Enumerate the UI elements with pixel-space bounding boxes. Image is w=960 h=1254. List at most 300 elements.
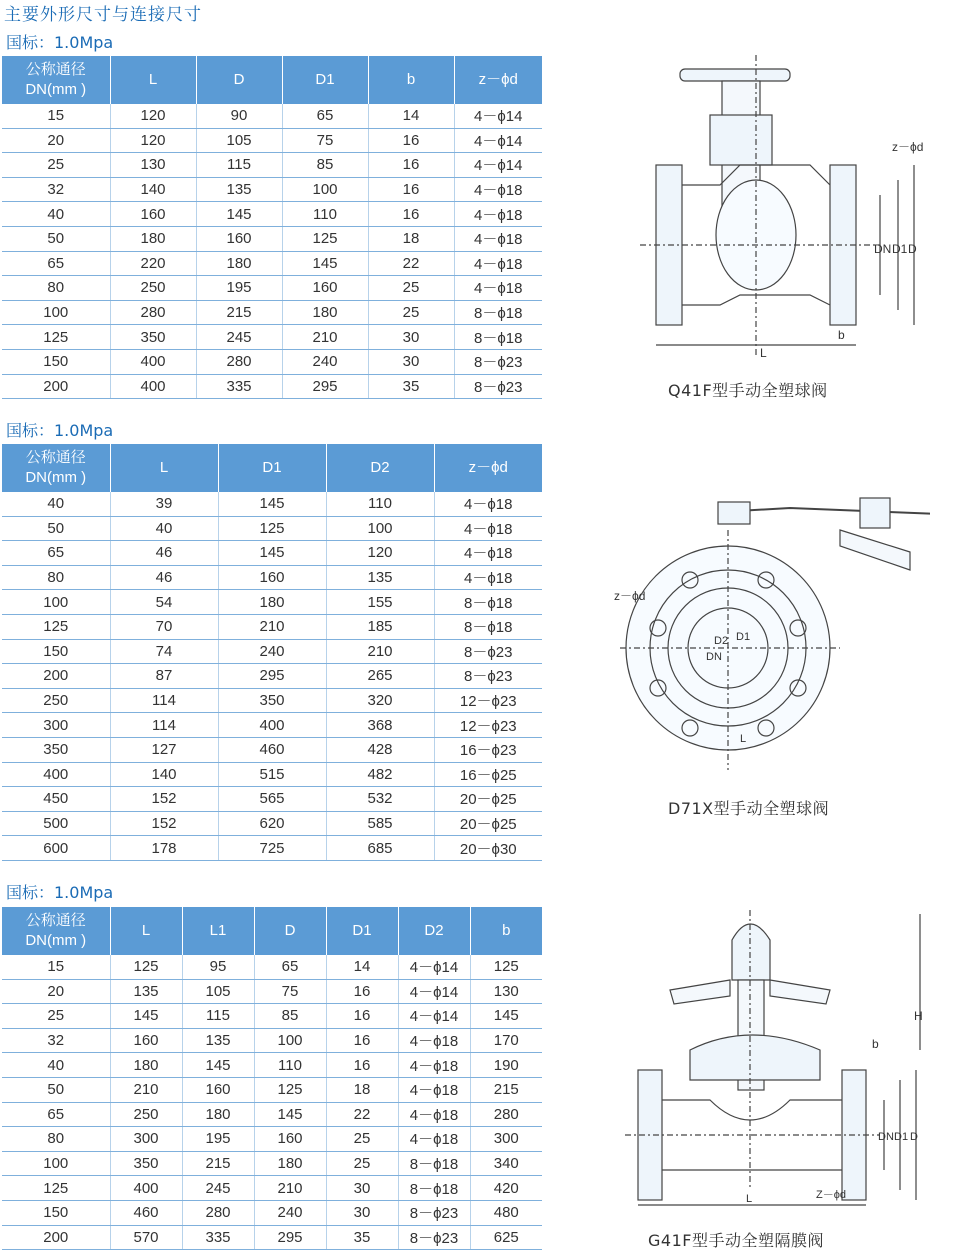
table-cell: 65: [2, 541, 110, 566]
table-row: [2, 516, 542, 541]
table-cell: 532: [326, 787, 434, 812]
table-cell: 190: [470, 1053, 542, 1078]
table-cell: 280: [470, 1102, 542, 1127]
drawing-label: z－ϕd: [614, 589, 646, 603]
table-row: [2, 811, 542, 836]
table-cell: 4－ϕ14: [454, 153, 542, 178]
table-cell: 16－ϕ25: [434, 762, 542, 787]
table-cell: 460: [110, 1200, 182, 1225]
table-cell: 340: [470, 1151, 542, 1176]
ball-valve-dimension-table: [2, 56, 542, 399]
table-cell: 120: [326, 541, 434, 566]
table-cell: 114: [110, 688, 218, 713]
drawing-label: D1: [894, 1131, 909, 1143]
table-cell: 145: [218, 541, 326, 566]
table-cell: 600: [2, 836, 110, 861]
drawing-label: L: [760, 346, 767, 360]
table-cell: 245: [182, 1176, 254, 1201]
table-cell: 450: [2, 787, 110, 812]
drawing-label: b: [838, 328, 845, 342]
table-cell: 125: [254, 1077, 326, 1102]
page-title: 主要外形尺寸与连接尺寸: [4, 5, 202, 25]
table-cell: 8－ϕ23: [454, 349, 542, 374]
table-cell: 250: [110, 1102, 182, 1127]
table-cell: 200: [2, 374, 110, 399]
column-header: D: [254, 907, 326, 955]
table-cell: 178: [110, 836, 218, 861]
table-cell: 480: [470, 1200, 542, 1225]
table-cell: 420: [470, 1176, 542, 1201]
table-cell: 4－ϕ18: [434, 541, 542, 566]
drawing-label: DN: [706, 651, 722, 663]
table-cell: 16: [326, 979, 398, 1004]
table-cell: 15: [2, 955, 110, 979]
table-cell: 80: [2, 565, 110, 590]
table-row: [2, 1053, 542, 1078]
butterfly-valve-dimension-table: [2, 444, 542, 861]
table-cell: 50: [2, 226, 110, 251]
drawing-label: Z－ϕd: [816, 1189, 846, 1201]
table-cell: 32: [2, 177, 110, 202]
table-cell: 180: [182, 1102, 254, 1127]
table-cell: 114: [110, 713, 218, 738]
table-cell: 150: [2, 349, 110, 374]
table-cell: 145: [470, 1004, 542, 1029]
table-cell: 25: [2, 1004, 110, 1029]
table-row: [2, 325, 542, 350]
table-cell: 25: [368, 300, 454, 325]
table-cell: 65: [2, 251, 110, 276]
table-cell: 180: [196, 251, 282, 276]
table-cell: 4－ϕ14: [398, 1004, 470, 1029]
table-cell: 500: [2, 811, 110, 836]
table-cell: 4－ϕ18: [454, 276, 542, 301]
table-cell: 400: [110, 374, 196, 399]
table-cell: 65: [282, 104, 368, 128]
table-cell: 110: [254, 1053, 326, 1078]
table-cell: 210: [218, 614, 326, 639]
diaphragm-valve-caption: G41F型手动全塑隔膜阀: [648, 1231, 824, 1250]
table-cell: 65: [2, 1102, 110, 1127]
table-cell: 8－ϕ23: [434, 639, 542, 664]
table-cell: 140: [110, 762, 218, 787]
table-cell: 16: [326, 1004, 398, 1029]
table-cell: 195: [182, 1127, 254, 1152]
table-cell: 295: [254, 1225, 326, 1250]
table-cell: 22: [368, 251, 454, 276]
table-row: [2, 177, 542, 202]
table-cell: 4－ϕ18: [398, 1077, 470, 1102]
table-header-row: [2, 907, 542, 955]
table-cell: 4－ϕ14: [454, 128, 542, 153]
table-cell: 125: [470, 955, 542, 979]
table-cell: 4－ϕ18: [454, 202, 542, 227]
table-row: [2, 737, 542, 762]
table-cell: 15: [2, 104, 110, 128]
table-cell: 8－ϕ23: [398, 1225, 470, 1250]
table-cell: 110: [326, 492, 434, 516]
table-cell: 215: [196, 300, 282, 325]
table-cell: 4－ϕ18: [454, 251, 542, 276]
diaphragm-valve-dimension-table: [2, 907, 542, 1250]
table-row: [2, 590, 542, 615]
table-cell: 16－ϕ23: [434, 737, 542, 762]
table-cell: 350: [110, 325, 196, 350]
table-cell: 75: [282, 128, 368, 153]
table-cell: 150: [2, 639, 110, 664]
table-cell: 130: [470, 979, 542, 1004]
table-cell: 35: [326, 1225, 398, 1250]
table-cell: 725: [218, 836, 326, 861]
table-cell: 195: [196, 276, 282, 301]
table-row: [2, 713, 542, 738]
table-cell: 8－ϕ18: [434, 590, 542, 615]
table-row: [2, 300, 542, 325]
table-cell: 320: [326, 688, 434, 713]
table-cell: 160: [110, 1028, 182, 1053]
table-row: [2, 1200, 542, 1225]
table-cell: 210: [282, 325, 368, 350]
table-cell: 250: [2, 688, 110, 713]
ball-valve-drawing: [630, 55, 930, 365]
table-row: [2, 1151, 542, 1176]
table-cell: 295: [218, 664, 326, 689]
drawing-label: DN: [878, 1131, 894, 1143]
table-row: [2, 349, 542, 374]
table-cell: 215: [182, 1151, 254, 1176]
table-cell: 482: [326, 762, 434, 787]
table-cell: 35: [368, 374, 454, 399]
table-cell: 22: [326, 1102, 398, 1127]
table-cell: 105: [196, 128, 282, 153]
table-cell: 127: [110, 737, 218, 762]
table-cell: 30: [326, 1176, 398, 1201]
table-cell: 135: [182, 1028, 254, 1053]
table-cell: 100: [2, 1151, 110, 1176]
table-cell: 135: [110, 979, 182, 1004]
drawing-label: L: [740, 733, 747, 745]
table-cell: 4－ϕ14: [454, 104, 542, 128]
table-cell: 16: [368, 202, 454, 227]
table-cell: 625: [470, 1225, 542, 1250]
table-row: [2, 1028, 542, 1053]
table-cell: 280: [182, 1200, 254, 1225]
table-cell: 20－ϕ25: [434, 811, 542, 836]
table-cell: 75: [254, 979, 326, 1004]
table-cell: 4－ϕ18: [398, 1028, 470, 1053]
table-cell: 115: [196, 153, 282, 178]
table-cell: 160: [196, 226, 282, 251]
table-cell: 300: [110, 1127, 182, 1152]
table-cell: 280: [110, 300, 196, 325]
table-cell: 200: [2, 664, 110, 689]
table-cell: 54: [110, 590, 218, 615]
column-header: D2: [398, 907, 470, 955]
table-cell: 145: [196, 202, 282, 227]
table-cell: 350: [2, 737, 110, 762]
table-row: [2, 664, 542, 689]
table-cell: 145: [254, 1102, 326, 1127]
column-header: D: [196, 56, 282, 104]
column-header: b: [368, 56, 454, 104]
table-cell: 368: [326, 713, 434, 738]
table-row: [2, 565, 542, 590]
table-cell: 170: [470, 1028, 542, 1053]
drawing-label: D: [910, 1131, 918, 1143]
table-cell: 8－ϕ18: [398, 1176, 470, 1201]
table-cell: 16: [368, 128, 454, 153]
table-row: [2, 762, 542, 787]
table-cell: 220: [110, 251, 196, 276]
table-cell: 40: [2, 202, 110, 227]
table-cell: 70: [110, 614, 218, 639]
table-cell: 80: [2, 276, 110, 301]
table-row: [2, 153, 542, 178]
standard-label-3: 国标：1.0Mpa: [6, 883, 114, 902]
column-header: D1: [282, 56, 368, 104]
table-cell: 620: [218, 811, 326, 836]
table-cell: 4－ϕ18: [454, 226, 542, 251]
column-header: z－ϕd: [434, 444, 542, 492]
table-cell: 145: [282, 251, 368, 276]
table-cell: 570: [110, 1225, 182, 1250]
table-cell: 90: [196, 104, 282, 128]
table-cell: 8－ϕ23: [434, 664, 542, 689]
table-cell: 180: [282, 300, 368, 325]
table-cell: 8－ϕ18: [434, 614, 542, 639]
table-cell: 16: [368, 153, 454, 178]
table-cell: 12－ϕ23: [434, 688, 542, 713]
table-row: [2, 836, 542, 861]
column-header: L: [110, 444, 218, 492]
table-cell: 20－ϕ30: [434, 836, 542, 861]
table-cell: 400: [218, 713, 326, 738]
table-row: [2, 639, 542, 664]
drawing-label: DN: [874, 242, 892, 256]
table-cell: 125: [2, 614, 110, 639]
table-cell: 25: [326, 1151, 398, 1176]
table-cell: 460: [218, 737, 326, 762]
table-cell: 30: [368, 325, 454, 350]
table-cell: 140: [110, 177, 196, 202]
table-cell: 16: [368, 177, 454, 202]
table-cell: 18: [326, 1077, 398, 1102]
table-cell: 100: [326, 516, 434, 541]
table-cell: 135: [196, 177, 282, 202]
table-cell: 74: [110, 639, 218, 664]
table-cell: 14: [368, 104, 454, 128]
table-cell: 95: [182, 955, 254, 979]
table-cell: 150: [2, 1200, 110, 1225]
table-row: [2, 1225, 542, 1250]
column-header: 公称通径 DN(mm ): [2, 444, 110, 492]
table-row: [2, 104, 542, 128]
table-cell: 32: [2, 1028, 110, 1053]
column-header: b: [470, 907, 542, 955]
table-cell: 160: [282, 276, 368, 301]
table-row: [2, 1077, 542, 1102]
table-cell: 125: [282, 226, 368, 251]
table-cell: 515: [218, 762, 326, 787]
column-header: 公称通径 DN(mm ): [2, 56, 110, 104]
table-cell: 200: [2, 1225, 110, 1250]
table-row: [2, 276, 542, 301]
table-cell: 185: [326, 614, 434, 639]
column-header: D1: [218, 444, 326, 492]
table-cell: 125: [2, 1176, 110, 1201]
table-row: [2, 492, 542, 516]
drawing-label: z－ϕd: [892, 140, 924, 154]
table-row: [2, 1004, 542, 1029]
table-cell: 350: [218, 688, 326, 713]
table-row: [2, 541, 542, 566]
table-cell: 25: [368, 276, 454, 301]
butterfly-valve-caption: D71X型手动全塑球阀: [668, 799, 830, 818]
table-cell: 20－ϕ25: [434, 787, 542, 812]
drawing-label: D: [908, 242, 917, 256]
table-cell: 145: [182, 1053, 254, 1078]
table-cell: 4－ϕ18: [434, 516, 542, 541]
table-cell: 240: [282, 349, 368, 374]
table-cell: 120: [110, 104, 196, 128]
drawing-label: b: [872, 1037, 879, 1051]
column-header: D2: [326, 444, 434, 492]
table-cell: 120: [110, 128, 196, 153]
table-cell: 20: [2, 128, 110, 153]
table-row: [2, 955, 542, 979]
table-cell: 20: [2, 979, 110, 1004]
column-header: 公称通径 DN(mm ): [2, 907, 110, 955]
table-cell: 145: [110, 1004, 182, 1029]
table-cell: 4－ϕ14: [398, 979, 470, 1004]
column-header: D1: [326, 907, 398, 955]
table-cell: 160: [182, 1077, 254, 1102]
table-cell: 80: [2, 1127, 110, 1152]
table-cell: 100: [254, 1028, 326, 1053]
table-cell: 14: [326, 955, 398, 979]
table-cell: 100: [2, 590, 110, 615]
column-header: z－ϕd: [454, 56, 542, 104]
table-cell: 110: [282, 202, 368, 227]
table-row: [2, 979, 542, 1004]
table-cell: 25: [326, 1127, 398, 1152]
table-cell: 585: [326, 811, 434, 836]
table-cell: 85: [254, 1004, 326, 1029]
table-cell: 685: [326, 836, 434, 861]
standard-label-1: 国标：1.0Mpa: [6, 33, 114, 52]
table-row: [2, 128, 542, 153]
table-cell: 240: [254, 1200, 326, 1225]
table-cell: 180: [110, 1053, 182, 1078]
table-cell: 240: [218, 639, 326, 664]
table-cell: 8－ϕ23: [398, 1200, 470, 1225]
table-cell: 210: [110, 1077, 182, 1102]
table-cell: 245: [196, 325, 282, 350]
table-cell: 4－ϕ14: [398, 955, 470, 979]
table-cell: 30: [326, 1200, 398, 1225]
table-cell: 160: [254, 1127, 326, 1152]
table-cell: 180: [110, 226, 196, 251]
table-row: [2, 688, 542, 713]
table-cell: 4－ϕ18: [398, 1127, 470, 1152]
table-row: [2, 1127, 542, 1152]
table-cell: 215: [470, 1077, 542, 1102]
table-cell: 115: [182, 1004, 254, 1029]
table-header-row: [2, 56, 542, 104]
drawing-label: L: [746, 1193, 753, 1205]
table-cell: 300: [2, 713, 110, 738]
table-cell: 39: [110, 492, 218, 516]
table-cell: 12－ϕ23: [434, 713, 542, 738]
table-cell: 100: [282, 177, 368, 202]
table-cell: 180: [218, 590, 326, 615]
table-cell: 50: [2, 1077, 110, 1102]
table-cell: 125: [2, 325, 110, 350]
table-cell: 46: [110, 541, 218, 566]
drawing-label: D2: [714, 635, 729, 647]
table-row: [2, 1102, 542, 1127]
drawing-label: D1: [736, 631, 751, 643]
table-cell: 280: [196, 349, 282, 374]
table-cell: 400: [110, 1176, 182, 1201]
table-cell: 152: [110, 787, 218, 812]
drawing-label: H: [914, 1009, 923, 1023]
column-header: L1: [182, 907, 254, 955]
table-cell: 105: [182, 979, 254, 1004]
table-row: [2, 787, 542, 812]
table-cell: 145: [218, 492, 326, 516]
table-cell: 400: [2, 762, 110, 787]
table-cell: 8－ϕ18: [454, 300, 542, 325]
table-cell: 16: [326, 1028, 398, 1053]
table-cell: 135: [326, 565, 434, 590]
table-cell: 400: [110, 349, 196, 374]
table-row: [2, 614, 542, 639]
table-cell: 65: [254, 955, 326, 979]
table-cell: 4－ϕ18: [398, 1102, 470, 1127]
diaphragm-valve-drawing: [620, 900, 940, 1210]
table-cell: 335: [196, 374, 282, 399]
table-header-row: [2, 444, 542, 492]
table-cell: 25: [2, 153, 110, 178]
table-cell: 295: [282, 374, 368, 399]
table-cell: 180: [254, 1151, 326, 1176]
table-cell: 85: [282, 153, 368, 178]
column-header: L: [110, 56, 196, 104]
table-cell: 335: [182, 1225, 254, 1250]
table-row: [2, 1176, 542, 1201]
table-cell: 46: [110, 565, 218, 590]
table-cell: 428: [326, 737, 434, 762]
table-cell: 125: [218, 516, 326, 541]
table-cell: 4－ϕ18: [434, 565, 542, 590]
table-cell: 160: [110, 202, 196, 227]
table-cell: 300: [470, 1127, 542, 1152]
drawing-label: D1: [892, 242, 908, 256]
table-row: [2, 226, 542, 251]
table-cell: 40: [2, 492, 110, 516]
table-cell: 4－ϕ18: [454, 177, 542, 202]
table-cell: 160: [218, 565, 326, 590]
table-cell: 16: [326, 1053, 398, 1078]
table-cell: 8－ϕ18: [398, 1151, 470, 1176]
table-cell: 4－ϕ18: [398, 1053, 470, 1078]
table-row: [2, 251, 542, 276]
ball-valve-caption: Q41F型手动全塑球阀: [668, 381, 828, 400]
table-cell: 152: [110, 811, 218, 836]
butterfly-valve-drawing: [610, 490, 930, 780]
table-cell: 30: [368, 349, 454, 374]
